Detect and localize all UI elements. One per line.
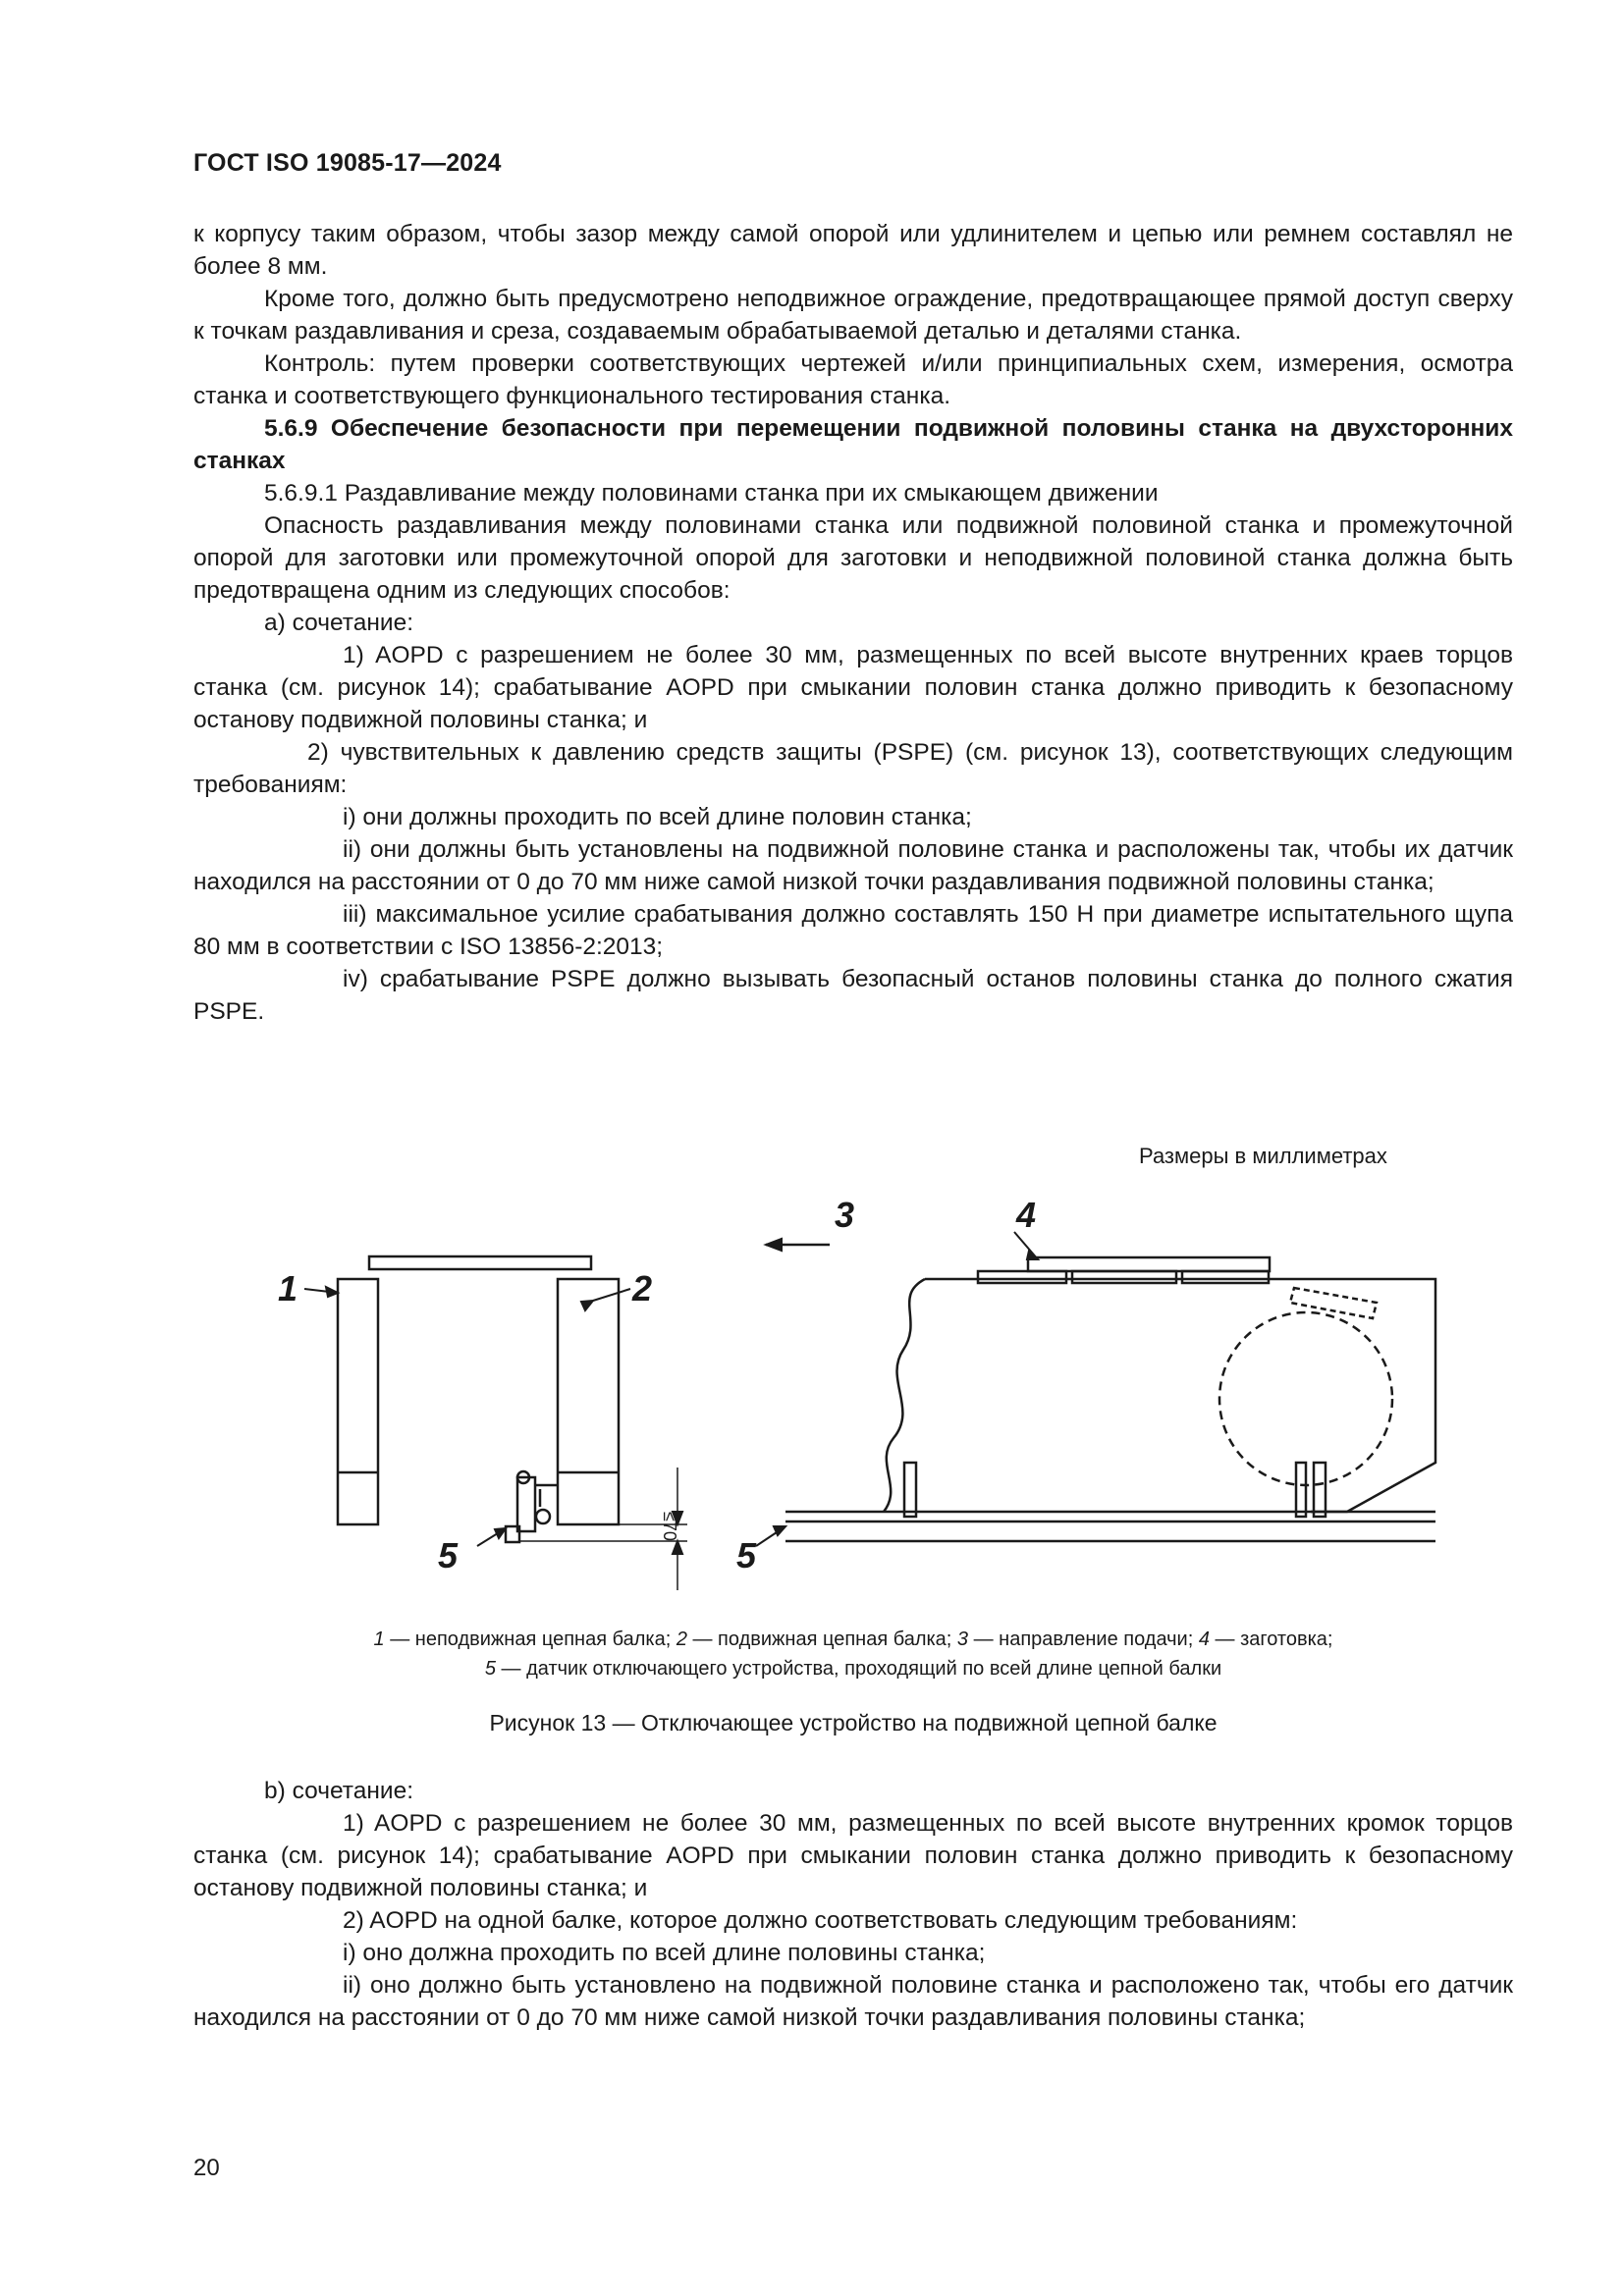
leader-arrow-2 xyxy=(581,1301,593,1310)
list-item: ii) оно должно быть установлено на подвижной половине станка и расположено так, чтобы его датчик находился на расстоянии от 0 до 70 мм ниже самой низкой точки раздавливания половины станка; xyxy=(193,1972,1513,2031)
list-item: iii) максимальное усилие срабатывания должно составлять 150 Н при диаметре испытательного щупа 80 мм в соответствии с ISO 13856-2:2013; xyxy=(193,901,1513,960)
label-3: 3 xyxy=(835,1195,855,1235)
paragraph: Кроме того, должно быть предусмотрено неподвижное ограждение, предотвращающее прямой доступ сверху к точкам раздавливания и среза, создаваемым обрабатываемой деталью и деталями станка. xyxy=(193,286,1513,345)
label-5-right: 5 xyxy=(736,1535,757,1575)
dimension-arrow-down xyxy=(673,1541,682,1554)
figure-13-drawing xyxy=(245,1173,1453,1595)
sensor-roller xyxy=(536,1510,550,1523)
paragraph: Опасность раздавливания между половинами станка или подвижной половиной станка и промежуточной опорой для заготовки или промежуточной опорой для заготовки и неподвижной половиной станка должна быть предотвращена одним из следующих способов: xyxy=(193,512,1513,604)
list-item: 1) AOPD с разрешением не более 30 мм, размещенных по всей высоте внутренних краев торцов станка (см. рисунок 14); срабатывание AOPD при смыкании половин станка должно приводить к безопасному останову подвижной половины станка; и xyxy=(193,642,1513,733)
tilted-segment xyxy=(1290,1288,1377,1318)
paragraph: Контроль: путем проверки соответствующих чертежей и/или принципиальных схем, измерения, осмотра станка и соответствующего функционального тестирования станка. xyxy=(193,350,1513,409)
label-4: 4 xyxy=(1016,1195,1037,1235)
dimension-label: ≤70 xyxy=(660,1512,679,1541)
label-1: 1 xyxy=(278,1268,298,1308)
sensor-bracket xyxy=(517,1477,535,1531)
figure-caption: Рисунок 13 — Отключающее устройство на подвижной цепной балке xyxy=(489,1710,1218,1735)
list-item: а) сочетание: xyxy=(264,610,414,636)
document-header: ГОСТ ISO 19085-17—2024 xyxy=(193,149,502,177)
support-post xyxy=(904,1463,916,1517)
label-5-left: 5 xyxy=(438,1535,459,1575)
legend-line-1: 1 — неподвижная цепная балка; 2 — подвижная цепная балка; 3 — направление подачи; 4 — заготовка; xyxy=(373,1629,1333,1650)
list-item: iv) срабатывание PSPE должно вызывать безопасный останов половины станка до полного сжатия PSPE. xyxy=(193,966,1513,1025)
tool-circle xyxy=(1219,1312,1392,1485)
body-text-top xyxy=(193,218,1513,1028)
list-item: i) они должны проходить по всей длине половин станка; xyxy=(343,804,972,830)
workpiece-left-view xyxy=(369,1256,591,1269)
subsection-heading: 5.6.9.1 Раздавливание между половинами станка при их смыкающем движении xyxy=(264,480,1159,507)
list-item: b) сочетание: xyxy=(264,1778,414,1804)
paragraph: к корпусу таким образом, чтобы зазор между самой опорой или удлинителем и цепью или ремнем составлял не более 8 мм. xyxy=(193,221,1513,280)
figure-legend xyxy=(193,1625,1513,1683)
list-item: 2) AOPD на одной балке, которое должно соответствовать следующим требованиям: xyxy=(343,1907,1298,1934)
direction-arrowhead xyxy=(766,1239,782,1251)
workpiece-right-view xyxy=(1028,1257,1270,1271)
legend-line-2: 5 — датчик отключающего устройства, проходящий по всей длине цепной балки xyxy=(484,1658,1222,1680)
section-heading: 5.6.9 Обеспечение безопасности при перемещении подвижной половины станка на двухсторонних станках xyxy=(193,415,1513,474)
body-text-bottom xyxy=(193,1775,1513,2034)
machine-body-outline xyxy=(925,1279,1435,1512)
list-item: 1) AOPD с разрешением не более 30 мм, размещенных по всей высоте внутренних кромок торцов станка (см. рисунок 14); срабатывание AOPD при смыкании половин станка должно приводить к безопасному останову подвижной половины станка; и xyxy=(193,1810,1513,1901)
units-note: Размеры в миллиметрах xyxy=(1139,1144,1387,1168)
list-item: 2) чувствительных к давлению средств защиты (PSPE) (см. рисунок 13), соответствующих следующим требованиям: xyxy=(193,739,1513,798)
fixed-beam xyxy=(338,1279,378,1524)
page-number: 20 xyxy=(193,2155,220,2181)
movable-beam xyxy=(558,1279,619,1524)
list-item: i) оно должна проходить по всей длине половины станка; xyxy=(343,1940,986,1966)
list-item: ii) они должны быть установлены на подвижной половине станка и расположены так, чтобы их датчик находился на расстоянии от 0 до 70 мм ниже самой низкой точки раздавливания подвижной половины станка; xyxy=(193,836,1513,895)
label-2: 2 xyxy=(632,1268,653,1308)
